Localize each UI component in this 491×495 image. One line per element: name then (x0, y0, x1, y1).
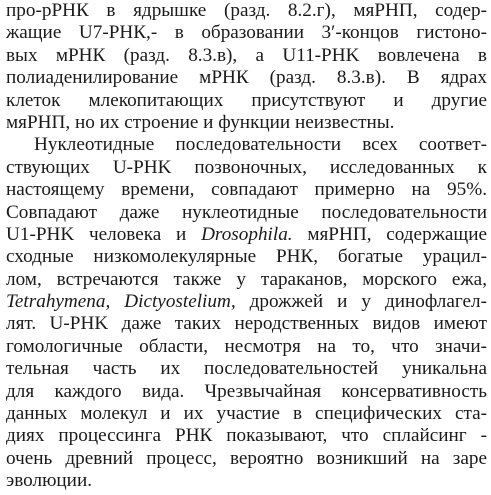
text-line: ствующих U-PHK позвоночных, исследованных к (6, 156, 487, 178)
text-line: лят. U-PHK даже таких неродственных видов имеют (6, 313, 487, 335)
text-line: мяРНП, но их строение и функции неизвестны. (6, 111, 395, 133)
text-line: тельная часть их последовательностей уникальна (6, 358, 487, 380)
text-line (6, 224, 487, 246)
text-line: полиаденилирование мРНК (разд. 8.3.в). В ядрах (6, 67, 487, 89)
text-line: жащие U7-РНК,- в образовании 3′-концов гистоно- (6, 22, 487, 44)
text-fragment: U1-PHK человека и (6, 223, 202, 245)
text-line: данных молекул и их участие в специфических ста- (6, 403, 487, 425)
text-line: вых мРНК (разд. 8.3.в), а U11-PHK вовлечена в (6, 44, 487, 66)
text-line: сходные низкомолекулярные РНК, богатые урацил- (6, 246, 487, 268)
species-name: Drosophila. (201, 223, 293, 245)
text-line: Нуклеотидные последовательности всех соответ- (34, 134, 487, 156)
text-line: настоящему времени, совпадают примерно на 95%. (6, 179, 487, 201)
text-line: эволюции. (6, 470, 93, 492)
text-line (6, 291, 487, 313)
text-fragment: дрожжей и у динофлагел- (235, 291, 487, 313)
species-name: Tetrahymena, Dictyostelium, (6, 291, 236, 313)
text-line: Совпадают даже нуклеотидные последовательности (6, 201, 487, 223)
document-page (6, 0, 487, 495)
paragraph-2 (6, 134, 487, 492)
text-line: гомологичные области, несмотря на то, что значи- (6, 335, 487, 357)
text-line: про-рРНК в ядрышке (разд. 8.2.г), мяРНП, содер- (6, 0, 487, 21)
text-fragment: мяРНП, содержащие (292, 223, 487, 245)
paragraph-1 (6, 0, 487, 134)
text-line: лом, встречаются также у тараканов, морского ежа, (6, 268, 487, 290)
text-line: клеток млекопитающих присутствуют и другие (6, 89, 487, 111)
text-line: очень древний процесс, вероятно возникший на заре (6, 447, 487, 469)
text-line: для каждого вида. Чрезвычайная консервативность (6, 380, 487, 402)
text-line: диях процессинга РНК показывают, что сплайсинг - (6, 425, 487, 447)
